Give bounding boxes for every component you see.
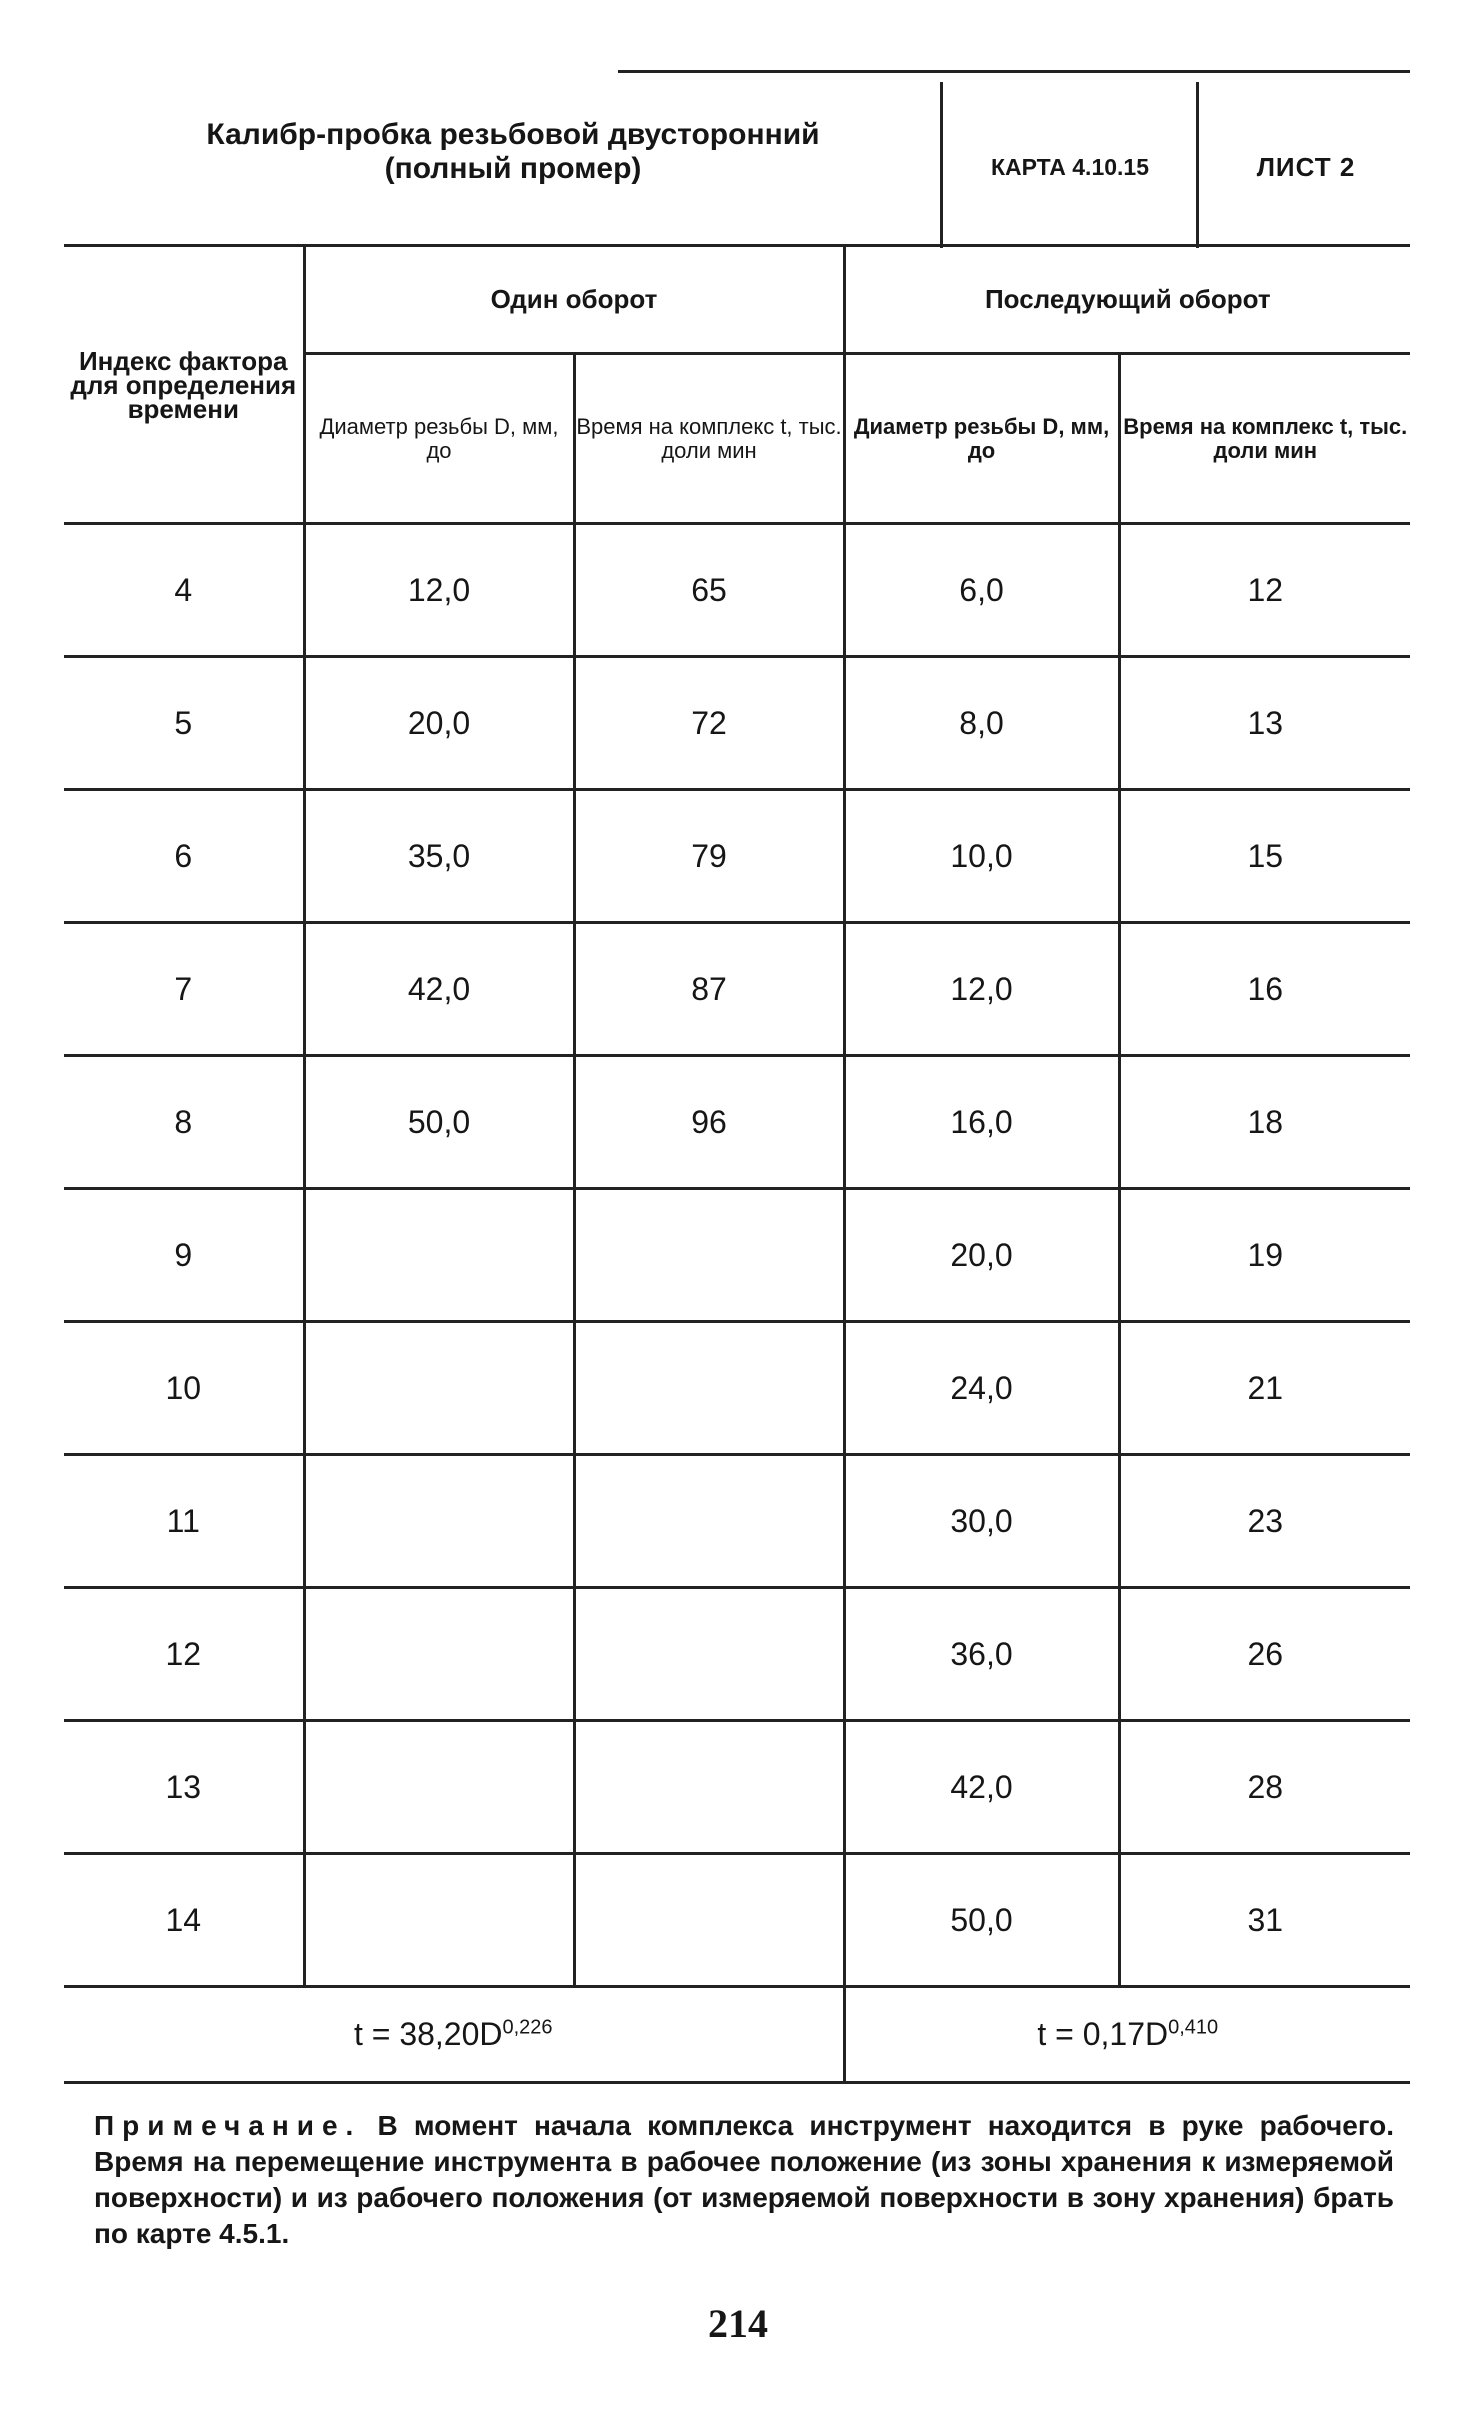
column-header-diameter: Диаметр резьбы D, мм, до — [304, 354, 574, 524]
group-header-one-turn: Один оборот — [304, 246, 844, 354]
footnote-label: Примечание. — [94, 2110, 362, 2141]
column-header-diameter: Диаметр резьбы D, мм, до — [844, 354, 1119, 524]
next-turn-diameter-cell: 50,0 — [844, 1854, 1119, 1987]
one-turn-diameter-cell — [304, 1455, 574, 1588]
index-cell: 5 — [64, 657, 304, 790]
next-turn-time-cell: 23 — [1119, 1455, 1410, 1588]
column-header-time: Время на комплекс t, тыс. доли мин — [574, 354, 844, 524]
column-header-time: Время на комплекс t, тыс. доли мин — [1119, 354, 1410, 524]
one-turn-time-cell: 65 — [574, 524, 844, 657]
one-turn-time-cell — [574, 1322, 844, 1455]
footnote-text: В момент начала комплекса инструмент находится в руке рабочего. Время на перемещение инструмента в рабочее положение (из зоны хранения к измеряемой поверхности) и из рабочего положения (от измеряемой поверхности в зону хранения) брать по карте 4.5.1. — [94, 2110, 1394, 2249]
index-cell: 11 — [64, 1455, 304, 1588]
index-cell: 4 — [64, 524, 304, 657]
formula-one-turn — [64, 1987, 844, 2083]
next-turn-diameter-cell: 30,0 — [844, 1455, 1119, 1588]
table-row — [64, 1056, 1410, 1189]
group-header-next-turn: Последующий оборот — [844, 246, 1410, 354]
index-cell: 12 — [64, 1588, 304, 1721]
next-turn-diameter-cell: 42,0 — [844, 1721, 1119, 1854]
one-turn-time-cell: 96 — [574, 1056, 844, 1189]
next-turn-time-cell: 19 — [1119, 1189, 1410, 1322]
header-divider — [1196, 82, 1199, 248]
formula-next-turn-base: t = 0,17D — [1037, 2016, 1169, 2052]
table-row — [64, 524, 1410, 657]
table-row — [64, 1455, 1410, 1588]
card-title — [88, 118, 938, 186]
table-row — [64, 1322, 1410, 1455]
table-row — [64, 1721, 1410, 1854]
footnote — [94, 2108, 1394, 2252]
one-turn-time-cell: 72 — [574, 657, 844, 790]
one-turn-diameter-cell: 50,0 — [304, 1056, 574, 1189]
next-turn-time-cell: 13 — [1119, 657, 1410, 790]
next-turn-time-cell: 31 — [1119, 1854, 1410, 1987]
header-top-rule — [618, 70, 1410, 73]
card-title-line1: Калибр-пробка резьбовой двусторонний — [206, 118, 820, 151]
card-number: КАРТА 4.10.15 — [990, 154, 1150, 180]
next-turn-time-cell: 26 — [1119, 1588, 1410, 1721]
index-cell: 7 — [64, 923, 304, 1056]
formula-next-turn — [844, 1987, 1410, 2083]
next-turn-diameter-cell: 24,0 — [844, 1322, 1119, 1455]
one-turn-time-cell — [574, 1588, 844, 1721]
one-turn-time-cell: 87 — [574, 923, 844, 1056]
norms-table — [64, 244, 1410, 2084]
card-title-line2: (полный промер) — [384, 152, 642, 185]
index-cell: 9 — [64, 1189, 304, 1322]
one-turn-time-cell: 79 — [574, 790, 844, 923]
index-cell: 13 — [64, 1721, 304, 1854]
page-number: 214 — [708, 2301, 768, 2346]
table-row — [64, 923, 1410, 1056]
sheet-number: ЛИСТ 2 — [1256, 152, 1356, 182]
next-turn-diameter-cell: 20,0 — [844, 1189, 1119, 1322]
index-cell: 8 — [64, 1056, 304, 1189]
one-turn-time-cell — [574, 1854, 844, 1987]
next-turn-diameter-cell: 12,0 — [844, 923, 1119, 1056]
one-turn-time-cell — [574, 1455, 844, 1588]
header-divider — [940, 82, 943, 248]
index-cell: 6 — [64, 790, 304, 923]
next-turn-time-cell: 21 — [1119, 1322, 1410, 1455]
next-turn-diameter-cell: 6,0 — [844, 524, 1119, 657]
one-turn-diameter-cell: 12,0 — [304, 524, 574, 657]
next-turn-diameter-cell: 8,0 — [844, 657, 1119, 790]
one-turn-diameter-cell — [304, 1721, 574, 1854]
one-turn-diameter-cell — [304, 1189, 574, 1322]
formula-one-turn-base: t = 38,20D — [353, 2016, 503, 2052]
formula-row — [64, 1987, 1410, 2083]
table-row — [64, 1189, 1410, 1322]
table-row — [64, 657, 1410, 790]
table-row — [64, 1854, 1410, 1987]
one-turn-diameter-cell: 42,0 — [304, 923, 574, 1056]
one-turn-diameter-cell — [304, 1588, 574, 1721]
next-turn-time-cell: 12 — [1119, 524, 1410, 657]
table-row — [64, 790, 1410, 923]
one-turn-diameter-cell — [304, 1322, 574, 1455]
index-cell: 10 — [64, 1322, 304, 1455]
one-turn-diameter-cell — [304, 1854, 574, 1987]
next-turn-diameter-cell: 16,0 — [844, 1056, 1119, 1189]
index-cell: 14 — [64, 1854, 304, 1987]
next-turn-time-cell: 18 — [1119, 1056, 1410, 1189]
table-row — [64, 1588, 1410, 1721]
one-turn-diameter-cell: 20,0 — [304, 657, 574, 790]
one-turn-time-cell — [574, 1721, 844, 1854]
next-turn-diameter-cell: 10,0 — [844, 790, 1119, 923]
index-column-header: Индекс фактора для определения времени — [64, 246, 304, 524]
next-turn-time-cell: 15 — [1119, 790, 1410, 923]
next-turn-diameter-cell: 36,0 — [844, 1588, 1119, 1721]
card-header — [88, 70, 1410, 248]
one-turn-diameter-cell: 35,0 — [304, 790, 574, 923]
one-turn-time-cell — [574, 1189, 844, 1322]
next-turn-time-cell: 16 — [1119, 923, 1410, 1056]
formula-next-turn-exponent: 0,410 — [1168, 2016, 1219, 2039]
formula-one-turn-exponent: 0,226 — [502, 2016, 553, 2039]
next-turn-time-cell: 28 — [1119, 1721, 1410, 1854]
table-header-row — [64, 246, 1410, 354]
